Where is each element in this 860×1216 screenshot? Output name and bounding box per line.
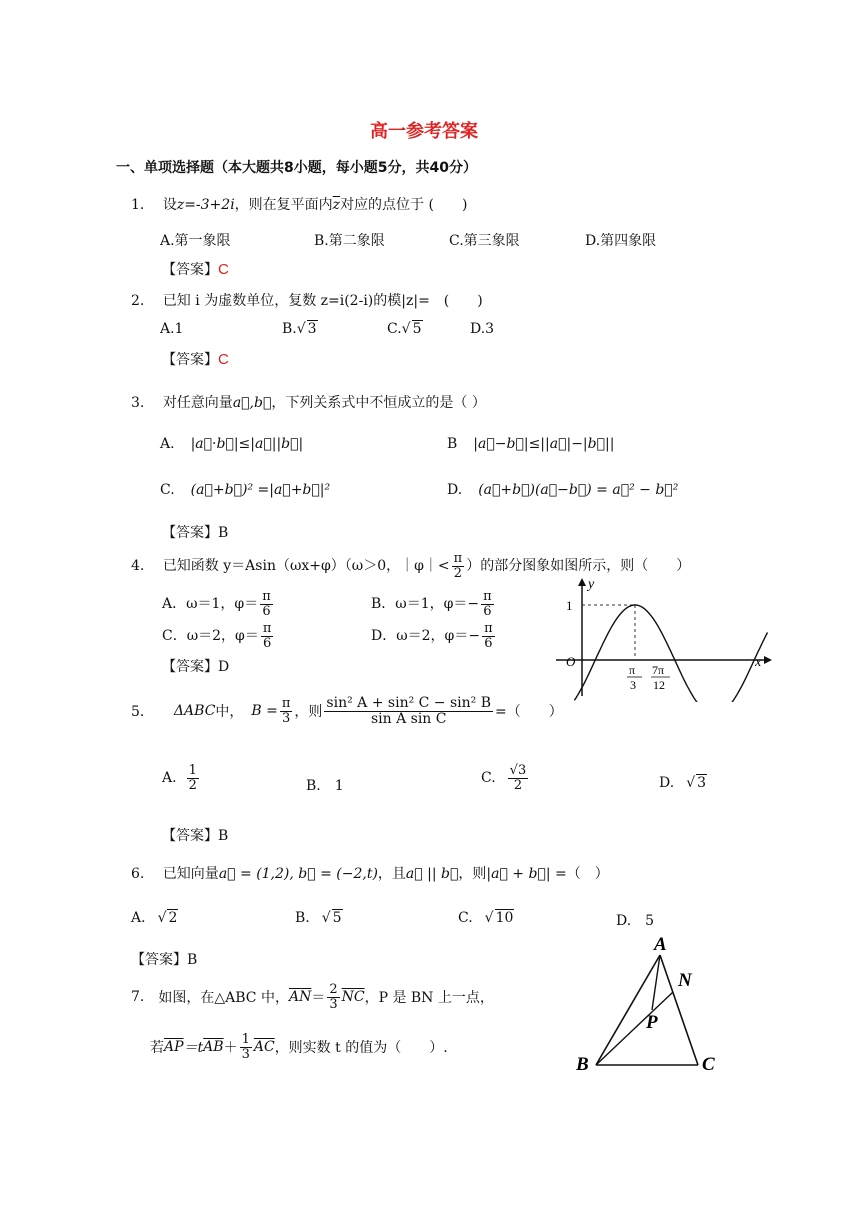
q1-option-b: B.第二象限 [314,233,385,249]
q1-z: z=-3+2i [176,197,235,213]
q4-pi-over-2 [452,552,465,580]
q1-text-c: 对应的点位于 ( ) [340,197,468,213]
sqrt-icon: √ [296,321,306,337]
question-2-stem [131,290,483,310]
q6-option-b-radicand: 5 [332,910,342,926]
question-3-stem [131,392,486,412]
q7-number: 7. [131,989,145,1006]
vertex-b: B [576,1054,589,1075]
x-label: x [755,655,762,670]
q3-vectors: a⃗,b⃗ [232,395,272,411]
q4-option-a-frac [260,590,273,618]
q4-option-a [162,590,275,618]
q4-option-d-label: D．ω＝2，φ＝ [371,628,469,645]
q2-option-c-radicand: 5 [412,321,422,337]
frac-den: 2 [188,777,197,793]
q7-frac-1-3 [240,1033,252,1061]
q4-option-b-frac [481,590,494,618]
q4-option-b-sign: − [467,596,480,613]
q4-option-c [162,622,275,650]
q3-option-c-label: C. [160,482,175,498]
frac-num: π [281,696,291,712]
q4-answer: 【答案】D [162,659,230,675]
frac-num: π [483,589,492,604]
tick2-num: 7π [652,663,665,677]
q7-plus: ＋ [223,1040,238,1057]
q7-vec-ac: $\overline{AC}$ [253,1039,275,1056]
q6-answer: 【答案】B [131,952,198,968]
y-tick-1: 1 [566,598,573,613]
q7-text-b: ，P 是 BN 上一点， [364,990,494,1007]
q4-option-b-label: B．ω＝1，φ＝ [371,596,468,613]
question-6-stem [131,863,609,883]
q6-text-c: ，则 [458,866,487,882]
q2-option-c-label: C. [387,321,402,337]
q2-answer-label: 【答案】 [162,352,218,368]
q5-then: ，则 [294,704,323,721]
q4-option-c-label: C．ω＝2，φ＝ [162,628,259,645]
q3-option-a [160,436,303,452]
section-heading: 一、单项选择题（本大题共8小题，每小题5分，共40分） [116,160,477,176]
frac-den: 6 [262,635,272,651]
q6-option-a-radicand: 2 [168,910,178,926]
q1-option-a: A.第一象限 [160,233,231,249]
vertex-a: A [654,934,667,955]
q2-option-c [387,321,423,337]
q4-text-b: ）的部分图象如图所示，则（ ） [466,558,691,575]
vertex-c: C [702,1054,715,1075]
q5-option-d-label: D. [659,775,675,791]
question-1-stem [131,194,467,214]
frac-den: 6 [483,603,492,619]
frac-den: 6 [484,635,493,651]
q5-b-eq: B = [251,703,278,720]
sqrt-icon: √ [401,321,411,337]
q1-answer-label: 【答案】 [162,262,218,278]
page-title: 高一参考答案 [370,121,478,142]
question-7-line1 [131,983,494,1011]
q5-answer: 【答案】B [162,828,229,844]
q7-triangle-figure [570,930,730,1076]
q3-text-b: ，下列关系式中不恒成立的是（ ） [271,395,486,411]
q1-answer-value: C [218,261,229,278]
q4-option-d [371,622,497,650]
q3-option-b-label: B [447,436,458,452]
q1-zbar: $\overline{z}$ [332,197,341,213]
q2-option-b-radicand: 3 [307,321,317,337]
q6-option-b-label: B. [295,910,310,926]
q7-vec-nc: $\overline{NC}$ [341,989,365,1006]
tick1-num: π [629,663,636,677]
q3-text-a: 对任意向量 [162,395,233,411]
question-7-line2 [150,1033,448,1061]
q3-option-c [160,482,330,498]
sqrt-icon: √ [157,910,167,926]
q7-eq2: ＝t [183,1040,204,1057]
q2-option-b-label: B. [282,321,297,337]
y-axis-arrow-icon [578,578,586,586]
q5-triangle: ΔABC [173,703,216,720]
q7-eq: ＝ [311,990,326,1007]
q4-option-d-frac [482,622,495,650]
q5-option-b: B. 1 [306,778,344,794]
q3-number: 3. [131,395,145,411]
q7-vec-ab: $\overline{AB}$ [203,1039,224,1056]
q2-text: 已知 i 为虚数单位，复数 z=i(2-i)的模|z|= ( ) [162,293,483,309]
q6-tail: （ ） [566,866,609,882]
q2-answer [162,349,229,369]
side-ab [596,955,660,1065]
tick1-den: 3 [630,678,636,692]
frac-den: 3 [282,710,291,726]
frac-num: 2 [329,982,338,997]
q3-option-d-expr: (a⃗+b⃗)(a⃗−b⃗) = a⃗² − b⃗² [478,482,679,498]
q3-option-d-label: D. [447,482,463,498]
q6-text-a: 已知向量 [162,866,219,882]
q2-answer-value: C [218,351,229,368]
q4-option-d-sign: − [468,628,481,645]
q2-option-d: D.3 [470,321,495,337]
q1-text-a: 设 [162,197,177,213]
q3-option-b [447,436,614,452]
sine-curve [574,605,767,702]
q3-option-c-expr: (a⃗+b⃗)² =|a⃗+b⃗|² [190,482,331,498]
q5-option-c [481,764,530,792]
q1-answer [162,259,229,279]
q6-option-a-label: A. [131,910,146,926]
q7-text-c: 若 [150,1040,164,1057]
frac-num: 1 [241,1032,250,1047]
q6-abs: |a⃗ + b⃗| = [486,866,567,882]
q6-option-d: D. 5 [616,913,655,929]
q3-option-a-label: A. [160,436,175,452]
frac-den: sin A sin C [370,710,447,727]
frac-den: 2 [513,777,523,793]
q1-text-b: ，则在复平面内 [234,197,333,213]
q6-option-c-label: C. [458,910,473,926]
frac-num: π [262,621,272,636]
frac-num: 1 [188,763,197,778]
segment-bn [596,992,673,1065]
q3-answer: 【答案】B [162,525,229,541]
q5-option-c-label: C. [481,770,496,787]
q5-option-a-frac [187,764,199,792]
q6-text-b: ，且 [377,866,406,882]
frac-num: π [484,621,493,636]
q2-option-b [282,321,318,337]
q2-number: 2. [131,293,145,309]
q4-option-a-label: A．ω＝1，φ＝ [162,596,259,613]
q4-sine-graph [552,574,774,702]
q3-option-d [447,482,678,498]
frac-num: √3 [509,763,527,778]
q6-parallel: a⃗ || b⃗ [405,866,459,882]
q4-option-c-frac [261,622,274,650]
q7-text-d: ，则实数 t 的值为（ ）. [274,1040,448,1057]
q2-option-a: A.1 [160,321,184,337]
frac-den: 3 [241,1046,250,1062]
sqrt-icon: √ [321,910,331,926]
q5-b-frac [280,697,293,725]
x-axis-arrow-icon [764,656,772,664]
q1-number: 1. [131,197,145,213]
q6-option-c [458,910,514,926]
y-label: y [588,577,595,592]
q6-number: 6. [131,866,145,882]
q5-option-a [162,764,201,792]
q5-option-d [659,775,707,791]
question-5-stem [131,696,563,726]
q5-number: 5． [131,704,154,721]
q7-text-a: 如图，在△ABC 中， [158,990,289,1007]
q5-tail: =（ ） [495,704,563,721]
q6-option-c-radicand: 10 [495,910,514,926]
q7-frac-2-3 [327,983,339,1011]
q1-option-d: D.第四象限 [585,233,657,249]
q6-option-b [295,910,343,926]
q5-option-d-radicand: 3 [697,775,707,791]
q7-vec-ap: $\overline{AP}$ [164,1039,184,1056]
frac-den: 2 [453,565,463,581]
frac-den: 6 [262,603,271,619]
tick2-den: 12 [653,678,665,692]
q5-option-a-label: A. [162,770,177,787]
q5-option-c-frac [508,764,529,792]
q1-option-c: C.第三象限 [449,233,520,249]
origin-label: O [566,654,576,669]
point-n: N [678,970,692,991]
q4-option-b [371,590,496,618]
q3-option-b-expr: |a⃗−b⃗|≤||a⃗|−|b⃗|| [473,436,615,452]
q6-vectors: a⃗ = (1,2), b⃗ = (−2,t) [218,866,378,882]
frac-den: 3 [329,996,338,1012]
q5-zh: 中， [215,704,244,721]
q3-option-a-expr: |a⃗·b⃗|≤|a⃗||b⃗| [190,436,304,452]
q7-vec-an: $\overline{AN}$ [288,989,312,1006]
frac-num: π [453,551,463,566]
sqrt-icon: √ [686,775,696,791]
q5-main-frac [324,696,493,726]
frac-num: π [262,589,271,604]
frac-num: sin² A + sin² C − sin² B [326,695,492,711]
q4-number: 4. [131,558,145,575]
point-p: P [646,1012,658,1033]
sqrt-icon: √ [484,910,494,926]
q4-text-a: 已知函数 y＝Asin（ωx+φ）（ω＞0，｜φ｜< [162,558,450,575]
q6-option-a [131,910,178,926]
